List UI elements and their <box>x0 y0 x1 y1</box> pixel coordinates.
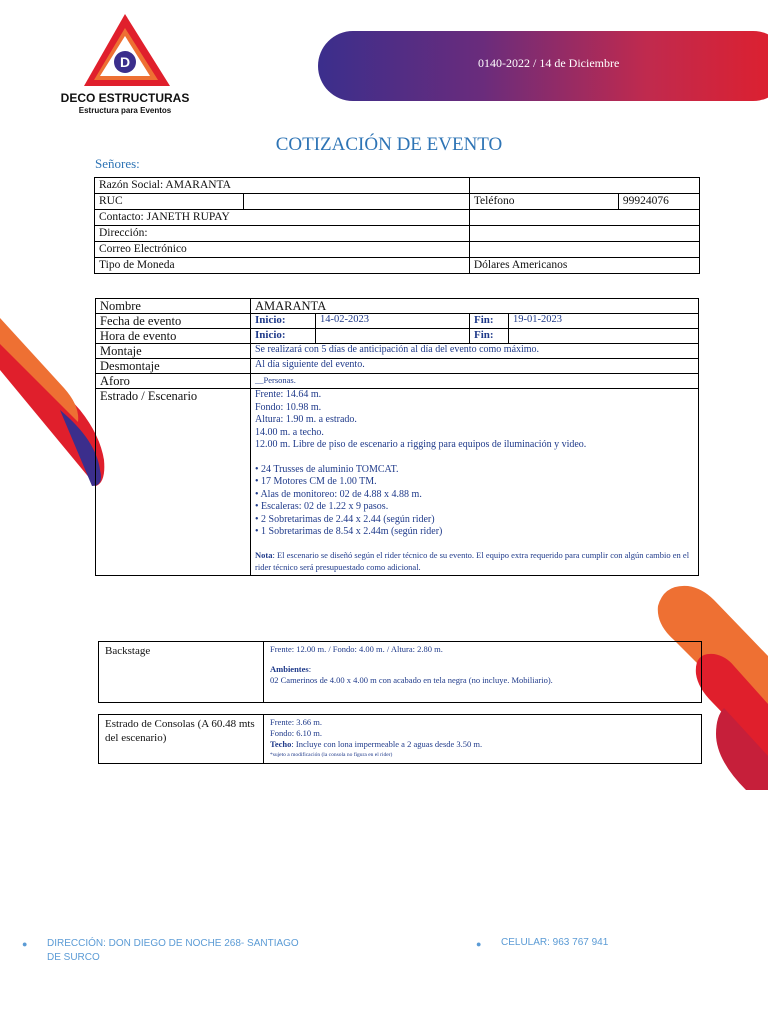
fin-label: Fin: <box>474 314 494 326</box>
moneda-label: Tipo de Moneda <box>95 258 470 274</box>
aforo-value: __Personas. <box>251 374 699 389</box>
telefono-value: 99924076 <box>618 194 699 210</box>
estrado-line: Altura: 1.90 m. a estrado. <box>255 414 357 425</box>
estrado-item: • Escaleras: 02 de 1.22 x 9 pasos. <box>255 501 389 512</box>
table-row <box>95 258 700 274</box>
techo-label: Techo <box>270 739 292 749</box>
backstage-details: Frente: 12.00 m. / Fondo: 4.00 m. / Altura: 2.80 m. Ambientes: 02 Camerinos de 4.00 x 4.00 m con acabado en tela negra (no incluye. Mobiliario). <box>264 642 702 703</box>
ruc-value <box>244 194 470 210</box>
deco-logo-icon <box>84 14 172 88</box>
desmontaje-value: Al día siguiente del evento. <box>251 359 699 374</box>
estrado-item: • 24 Trusses de aluminio TOMCAT. <box>255 463 399 475</box>
backstage-table <box>98 641 702 703</box>
table-row <box>99 642 702 703</box>
table-row <box>96 344 699 359</box>
consolas-frente: Frente: 3.66 m. <box>270 717 322 727</box>
brand-name: DECO ESTRUCTURAS <box>60 91 190 105</box>
inicio-label: Inicio: <box>255 314 286 326</box>
salutation: Señores: <box>95 156 140 171</box>
table-row <box>96 299 699 314</box>
client-info-table <box>94 177 700 274</box>
desmontaje-label: Desmontaje <box>96 359 251 374</box>
empty-cell <box>469 178 699 194</box>
telefono-label: Teléfono <box>469 194 618 210</box>
document-title: COTIZACIÓN DE EVENTO <box>275 134 503 155</box>
table-row <box>95 194 700 210</box>
table-row <box>95 242 700 258</box>
ambientes-label: Ambientes <box>270 664 309 674</box>
consolas-fondo: Fondo: 6.10 m. <box>270 728 322 738</box>
estrado-item: • Alas de monitoreo: 02 de 4.88 x 4.88 m. <box>255 488 422 500</box>
contacto: Contacto: JANETH RUPAY <box>95 210 470 226</box>
table-row <box>96 329 699 344</box>
hora-inicio-label: Inicio: <box>255 329 286 341</box>
hora-fin-value <box>509 329 699 344</box>
brand-tagline: Estructura para Eventos <box>78 106 172 115</box>
ruc-label: RUC <box>95 194 244 210</box>
fecha-label: Fecha de evento <box>96 314 251 329</box>
montaje-value: Se realizará con 5 días de anticipación al día del evento como máximo. <box>251 344 699 359</box>
table-row <box>95 226 700 242</box>
fecha-inicio: 14-02-2023 <box>316 314 470 329</box>
hora-inicio-value <box>316 329 470 344</box>
estrado-label: Estrado / Escenario <box>96 389 251 576</box>
table-row <box>99 715 702 764</box>
fecha-fin: 19-01-2023 <box>509 314 699 329</box>
bullet-icon: ● <box>476 939 482 949</box>
moneda-value: Dólares Americanos <box>469 258 699 274</box>
logo-letter: D <box>119 54 131 70</box>
nombre-label: Nombre <box>96 299 251 314</box>
ambientes-text: 02 Camerinos de 4.00 x 4.00 m con acabado en tela negra (no incluye. Mobiliario). <box>270 675 553 685</box>
consolas-table <box>98 714 702 764</box>
table-row <box>96 314 699 329</box>
consolas-details <box>264 715 702 764</box>
nota-label: Nota <box>255 549 273 560</box>
backstage-label: Backstage <box>99 642 264 703</box>
hora-label: Hora de evento <box>96 329 251 344</box>
direccion: Dirección: <box>95 226 470 242</box>
nota-text: : El escenario se diseñó según el rider técnico de su evento. El equipo extra requerido para cumplir con algún cambio en el rider técnico será presupuestado como adicional. <box>255 549 690 572</box>
table-row <box>95 178 700 194</box>
bullet-icon: ● <box>22 939 28 949</box>
event-details-table <box>95 298 699 576</box>
estrado-line: 14.00 m. a techo. <box>255 426 324 438</box>
estrado-line: Frente: 14.64 m. <box>255 389 322 400</box>
table-row <box>96 389 699 576</box>
estrado-item: • 1 Sobretarimas de 8.54 x 2.44m (según rider) <box>255 526 443 537</box>
consolas-label: Estrado de Consolas (A 60.48 mts del escenario) <box>99 715 264 764</box>
quote-reference: 0140-2022 / 14 de Diciembre <box>478 56 620 70</box>
table-row <box>95 210 700 226</box>
montaje-label: Montaje <box>96 344 251 359</box>
aforo-label: Aforo <box>96 374 251 389</box>
nombre-value: AMARANTA <box>251 299 699 314</box>
consolas-note: *sujeto a modificación (la consola no figura en el rider) <box>270 752 393 758</box>
empty-cell <box>469 210 699 226</box>
estrado-details <box>251 389 699 576</box>
techo-text: : Incluye con lona impermeable a 2 aguas desde 3.50 m. <box>291 739 483 749</box>
empty-cell <box>469 226 699 242</box>
footer-phone: CELULAR: 963 767 941 <box>501 937 609 948</box>
estrado-line: 12.00 m. Libre de piso de escenario a rigging para equipos de iluminación y video. <box>255 439 587 450</box>
estrado-item: • 2 Sobretarimas de 2.44 x 2.44 (según rider) <box>255 513 435 525</box>
estrado-note <box>255 549 694 573</box>
empty-cell <box>469 242 699 258</box>
estrado-line: Fondo: 10.98 m. <box>255 401 322 413</box>
estrado-item: • 17 Motores CM de 1.00 TM. <box>255 476 377 487</box>
table-row <box>96 359 699 374</box>
hora-fin-label: Fin: <box>474 329 494 341</box>
table-row <box>96 374 699 389</box>
correo: Correo Electrónico <box>95 242 470 258</box>
footer-address: DIRECCIÓN: DON DIEGO DE NOCHE 268- SANTIAGO DE SURCO <box>47 938 299 963</box>
razon-social: Razón Social: AMARANTA <box>95 178 470 194</box>
backstage-dims: Frente: 12.00 m. / Fondo: 4.00 m. / Altura: 2.80 m. <box>270 644 443 654</box>
